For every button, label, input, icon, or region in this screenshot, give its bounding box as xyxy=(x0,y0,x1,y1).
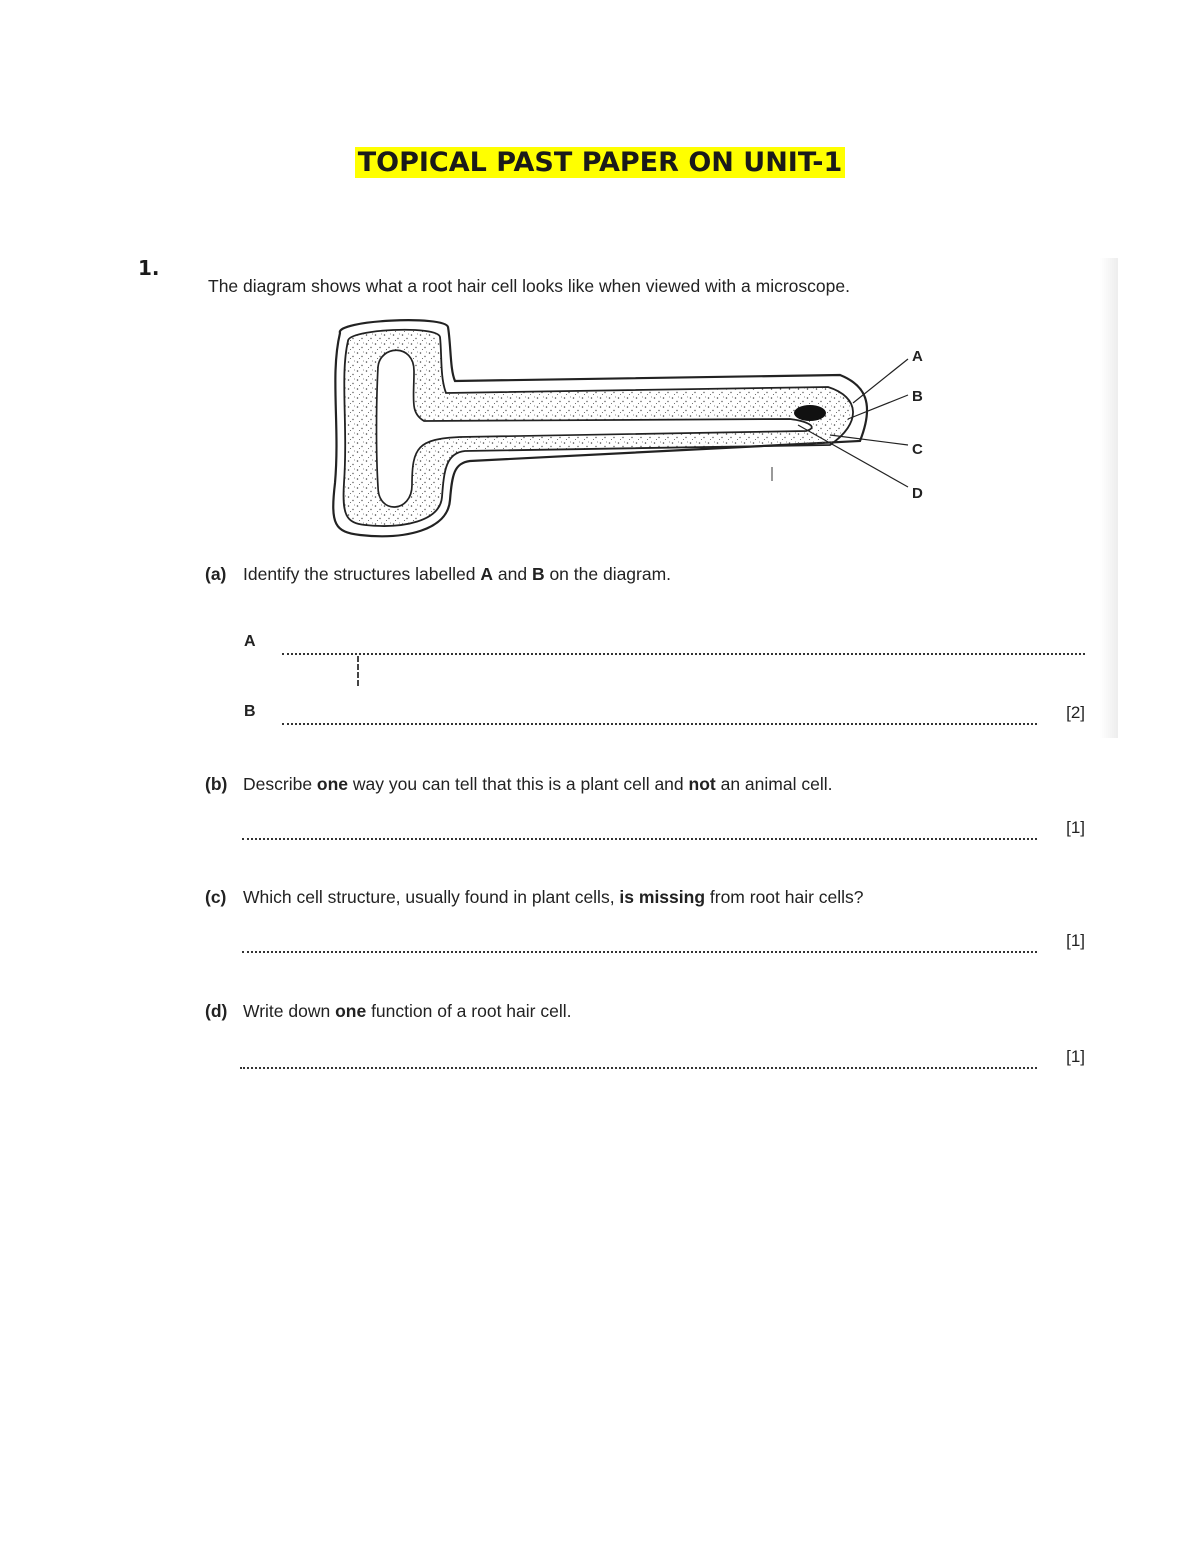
part-c-dots xyxy=(242,951,1037,953)
diagram-label-d: D xyxy=(912,485,923,502)
part-a-question xyxy=(205,564,671,585)
answer-line-a[interactable] xyxy=(240,633,1085,659)
answer-line-part-b[interactable] xyxy=(240,818,1085,844)
part-b-question xyxy=(205,774,832,795)
part-b-marks: [1] xyxy=(1066,818,1085,837)
part-d-letter: (d) xyxy=(205,1001,228,1021)
part-a-bold-a: A xyxy=(480,564,493,584)
answer-b-dots xyxy=(282,723,1037,725)
answer-line-part-c[interactable] xyxy=(240,931,1085,957)
part-c-bold-missing: is missing xyxy=(619,887,706,907)
part-c-text-3: from root hair cells? xyxy=(705,887,864,907)
part-b-bold-not: not xyxy=(688,774,716,794)
part-c-marks: [1] xyxy=(1066,931,1085,950)
part-a-text-after: on the diagram. xyxy=(544,564,672,584)
part-a-text-mid: and xyxy=(493,564,532,584)
scan-shadow xyxy=(1100,258,1118,738)
part-b-text-5: an animal cell. xyxy=(715,774,833,794)
part-c-letter: (c) xyxy=(205,887,227,907)
part-a-letter: (a) xyxy=(205,564,227,584)
part-c-text-1: Which cell structure, usually found in plant cells, xyxy=(243,887,620,907)
stray-tick xyxy=(357,656,361,686)
diagram-label-b: B xyxy=(912,388,923,405)
root-hair-cell-diagram xyxy=(320,315,940,545)
question-intro: The diagram shows what a root hair cell looks like when viewed with a microscope. xyxy=(208,276,850,296)
part-b-text-1: Describe xyxy=(243,774,317,794)
part-c-question xyxy=(205,887,864,908)
diagram-label-c: C xyxy=(912,441,923,458)
answer-line-b[interactable] xyxy=(240,703,1085,729)
part-d-text-1: Write down xyxy=(243,1001,336,1021)
answer-line-part-d[interactable] xyxy=(240,1047,1085,1073)
part-a-marks: [2] xyxy=(1066,703,1085,722)
part-b-text-3: way you can tell that this is a plant cell and xyxy=(348,774,689,794)
part-d-dots xyxy=(240,1067,1037,1069)
nucleus xyxy=(794,405,826,421)
part-d-bold-one: one xyxy=(335,1001,367,1021)
part-d-text-3: function of a root hair cell. xyxy=(366,1001,572,1021)
part-a-bold-b: B xyxy=(531,564,545,584)
part-d-marks: [1] xyxy=(1066,1047,1085,1066)
part-a-text: Identify the structures labelled xyxy=(243,564,481,584)
part-b-bold-one: one xyxy=(316,774,349,794)
question-number: 1. xyxy=(138,256,160,280)
answer-a-label: A xyxy=(244,633,256,650)
answer-a-dots xyxy=(282,653,1085,655)
answer-b-label: B xyxy=(244,703,256,720)
diagram-label-a: A xyxy=(912,348,923,365)
leader-line-a xyxy=(853,359,908,403)
page-title-text: TOPICAL PAST PAPER ON UNIT-1 xyxy=(355,147,846,178)
part-b-letter: (b) xyxy=(205,774,228,794)
page-title xyxy=(0,143,1200,183)
part-d-question xyxy=(205,1001,571,1022)
part-b-dots xyxy=(242,838,1037,840)
